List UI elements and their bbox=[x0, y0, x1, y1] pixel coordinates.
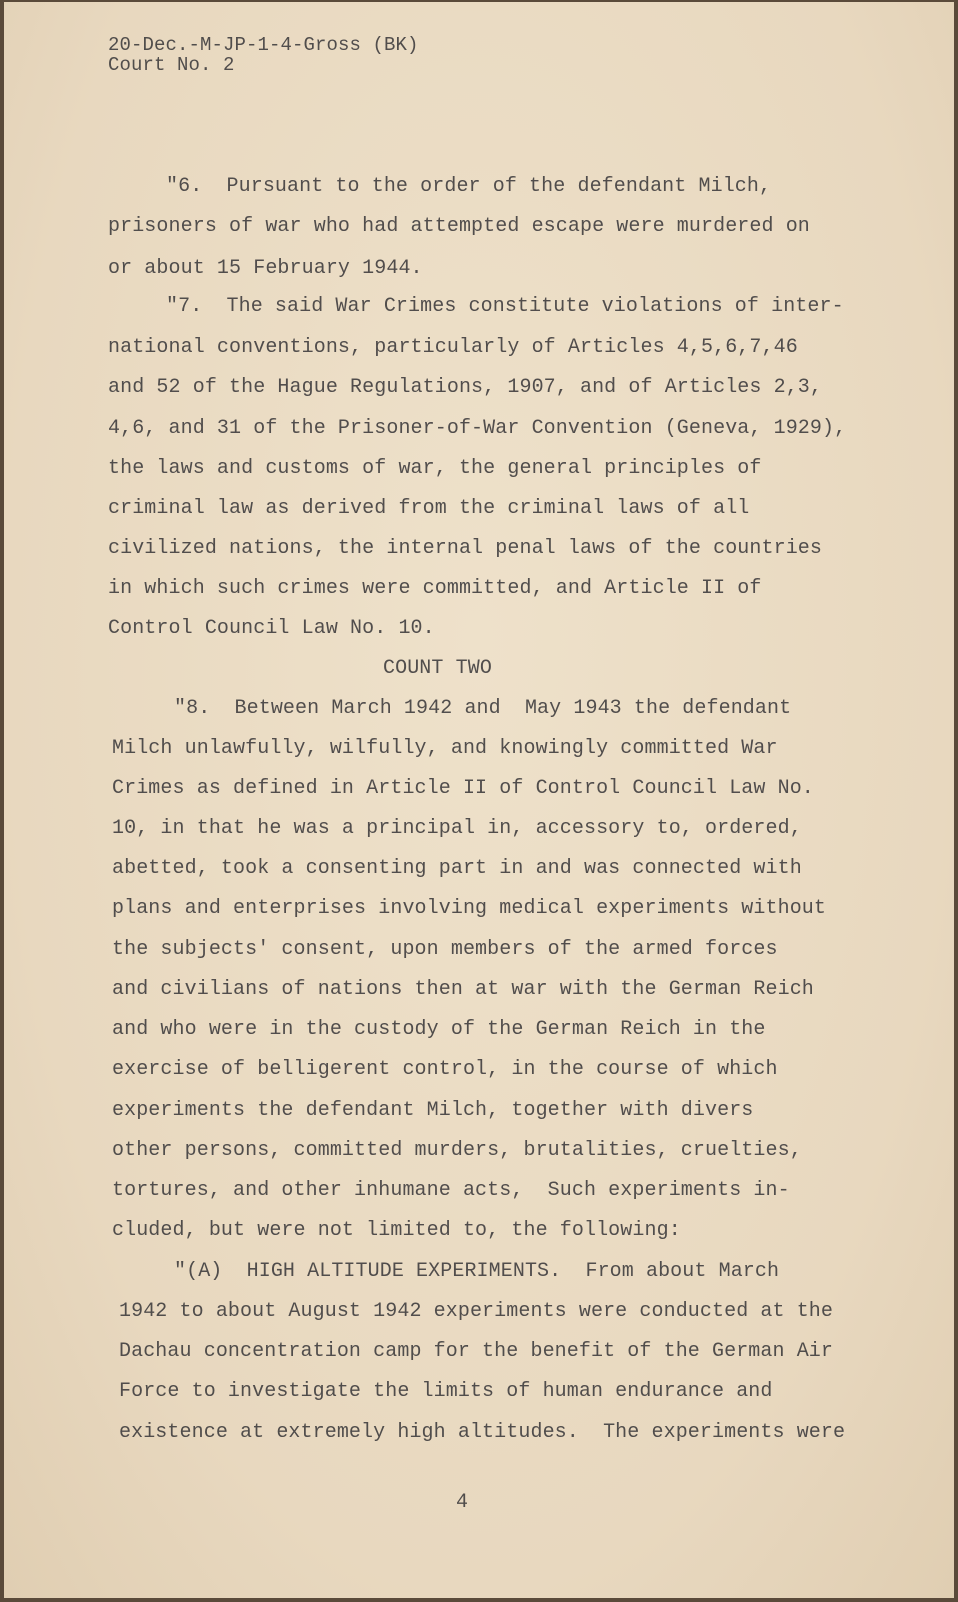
text-line: "(A) HIGH ALTITUDE EXPERIMENTS. From about March bbox=[174, 1260, 780, 1283]
text-line: civilized nations, the internal penal laws of the countries bbox=[108, 537, 823, 560]
text-line: 1942 to about August 1942 experiments were conducted at the bbox=[119, 1300, 834, 1323]
text-line: other persons, committed murders, brutalities, cruelties, bbox=[112, 1139, 802, 1162]
text-line: criminal law as derived from the criminal laws of all bbox=[108, 497, 750, 520]
court-number: Court No. 2 bbox=[108, 54, 235, 76]
text-line: tortures, and other inhumane acts, Such experiments in- bbox=[112, 1179, 790, 1202]
text-line: Dachau concentration camp for the benefit of the German Air bbox=[119, 1340, 834, 1363]
text-line: and civilians of nations then at war with the German Reich bbox=[112, 978, 814, 1001]
text-line: and who were in the custody of the German Reich in the bbox=[112, 1018, 766, 1041]
text-line: plans and enterprises involving medical experiments without bbox=[112, 897, 827, 920]
text-line: Control Council Law No. 10. bbox=[108, 617, 435, 640]
page-number: 4 bbox=[456, 1491, 469, 1514]
text-line: cluded, but were not limited to, the following: bbox=[112, 1219, 681, 1242]
document-reference: 20-Dec.-M-JP-1-4-Gross (BK) bbox=[108, 34, 419, 56]
text-line: 4,6, and 31 of the Prisoner-of-War Convention (Geneva, 1929), bbox=[108, 417, 847, 440]
section-heading: COUNT TWO bbox=[383, 657, 492, 680]
text-line: Force to investigate the limits of human endurance and bbox=[119, 1380, 773, 1403]
text-line: prisoners of war who had attempted escape were murdered on bbox=[108, 215, 810, 238]
text-line: existence at extremely high altitudes. The experiments were bbox=[119, 1421, 846, 1444]
document-page bbox=[4, 2, 954, 1598]
text-line: abetted, took a consenting part in and was connected with bbox=[112, 857, 802, 880]
text-line: "7. The said War Crimes constitute violations of inter- bbox=[166, 295, 844, 318]
text-line: and 52 of the Hague Regulations, 1907, and of Articles 2,3, bbox=[108, 376, 823, 399]
text-line: national conventions, particularly of Articles 4,5,6,7,46 bbox=[108, 336, 798, 359]
text-line: 10, in that he was a principal in, accessory to, ordered, bbox=[112, 817, 802, 840]
text-line: Crimes as defined in Article II of Control Council Law No. bbox=[112, 777, 814, 800]
text-line: exercise of belligerent control, in the course of which bbox=[112, 1058, 778, 1081]
text-line: the laws and customs of war, the general principles of bbox=[108, 457, 762, 480]
text-line: Milch unlawfully, wilfully, and knowingly committed War bbox=[112, 737, 778, 760]
text-line: experiments the defendant Milch, together with divers bbox=[112, 1099, 754, 1122]
text-line: "6. Pursuant to the order of the defendant Milch, bbox=[166, 175, 772, 198]
text-line: in which such crimes were committed, and Article II of bbox=[108, 577, 762, 600]
text-line: the subjects' consent, upon members of the armed forces bbox=[112, 938, 778, 961]
text-line: or about 15 February 1944. bbox=[108, 257, 423, 280]
text-line: "8. Between March 1942 and May 1943 the defendant bbox=[174, 697, 792, 720]
